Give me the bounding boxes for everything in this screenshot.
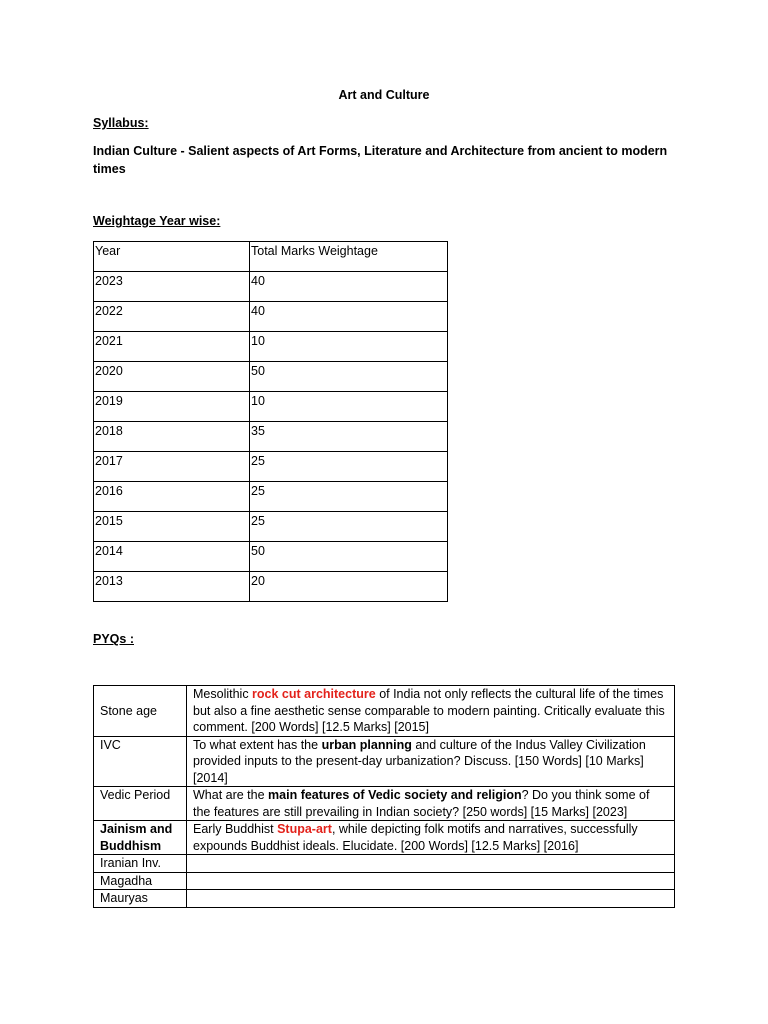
question-text: , while depicting folk motifs and narratives, successfully expounds Buddhist ideals. Elucidate. [200 Words] [12.5 Marks] [2016] [193,822,638,853]
question-text: ? Do you think some of the features are still prevailing in Indian society? [250 words] [15 Marks] [2023] [193,788,650,819]
pyq-row-vedic [94,787,675,821]
marks-cell: 10 [250,392,448,422]
pyq-row-iranian [94,855,675,873]
marks-cell: 40 [250,302,448,332]
era-cell: Mauryas [94,890,187,908]
table-row [94,572,448,602]
pyqs-heading: PYQs : [93,632,134,646]
question-cell [187,821,675,855]
year-cell: 2015 [94,512,250,542]
year-cell: 2020 [94,362,250,392]
table-row [94,332,448,362]
table-row [94,362,448,392]
year-cell: 2017 [94,452,250,482]
syllabus-text: Indian Culture - Salient aspects of Art Forms, Literature and Architecture from ancient to modern times [93,144,668,176]
table-row [94,512,448,542]
year-cell: 2013 [94,572,250,602]
question-cell-empty [187,890,675,908]
era-cell: Jainism and Buddhism [94,821,187,855]
question-keyword: urban planning [321,737,412,752]
question-cell [187,787,675,821]
syllabus-heading-text: Syllabus [93,116,145,130]
pyq-table [93,685,675,908]
marks-cell: 25 [250,482,448,512]
question-text: To what extent has the [193,737,322,752]
question-cell-empty [187,855,675,873]
question-cell [187,686,675,737]
marks-cell: 10 [250,332,448,362]
weightage-header-row [94,242,448,272]
pyq-row-stone-age [94,686,675,737]
weightage-table [93,241,448,602]
marks-cell: 20 [250,572,448,602]
era-cell: Vedic Period [94,787,187,821]
marks-cell: 25 [250,512,448,542]
year-cell: 2019 [94,392,250,422]
table-row [94,542,448,572]
table-row [94,302,448,332]
pyq-row-mauryas [94,890,675,908]
weightage-header-year: Year [94,242,250,272]
year-cell: 2023 [94,272,250,302]
weightage-header-marks: Total Marks Weightage [250,242,448,272]
pyq-row-magadha [94,872,675,890]
era-cell: Stone age [94,686,187,737]
question-text: and culture of the Indus Valley Civilization provided inputs to the present-day urbanization? Discuss. [150 Words] [10 Marks] [2014] [193,737,646,785]
year-cell: 2022 [94,302,250,332]
question-text: What are the [193,788,269,802]
pyq-row-ivc [94,736,675,787]
table-row [94,272,448,302]
marks-cell: 25 [250,452,448,482]
marks-cell: 50 [250,362,448,392]
year-cell: 2016 [94,482,250,512]
syllabus-heading [93,116,149,130]
question-cell-empty [187,872,675,890]
year-cell: 2018 [94,422,250,452]
document-title: Art and Culture [338,88,430,102]
marks-cell: 50 [250,542,448,572]
table-row [94,392,448,422]
question-text: Early Buddhist [193,822,278,836]
era-cell: Magadha [94,872,187,890]
question-keyword: rock cut architecture [252,687,376,701]
table-row [94,452,448,482]
table-row [94,482,448,512]
year-cell: 2021 [94,332,250,362]
question-keyword: Stupa-art [277,822,332,836]
era-cell: Iranian Inv. [94,855,187,873]
marks-cell: 40 [250,272,448,302]
weightage-heading: Weightage Year wise: [93,214,221,228]
era-cell: IVC [94,736,187,787]
syllabus-heading-colon: : [144,116,149,130]
year-cell: 2014 [94,542,250,572]
question-keyword: main features of Vedic society and religion [268,788,522,802]
question-text: Mesolithic [193,687,253,701]
marks-cell: 35 [250,422,448,452]
pyq-row-jainism-buddhism [94,821,675,855]
question-text: of India not only reflects the cultural life of the times but also a fine aesthetic sense comparable to modern painting. Critically evaluate this comment. [200 Words] [12.5 Marks] [2015] [193,687,665,734]
table-row [94,422,448,452]
question-cell [187,736,675,787]
